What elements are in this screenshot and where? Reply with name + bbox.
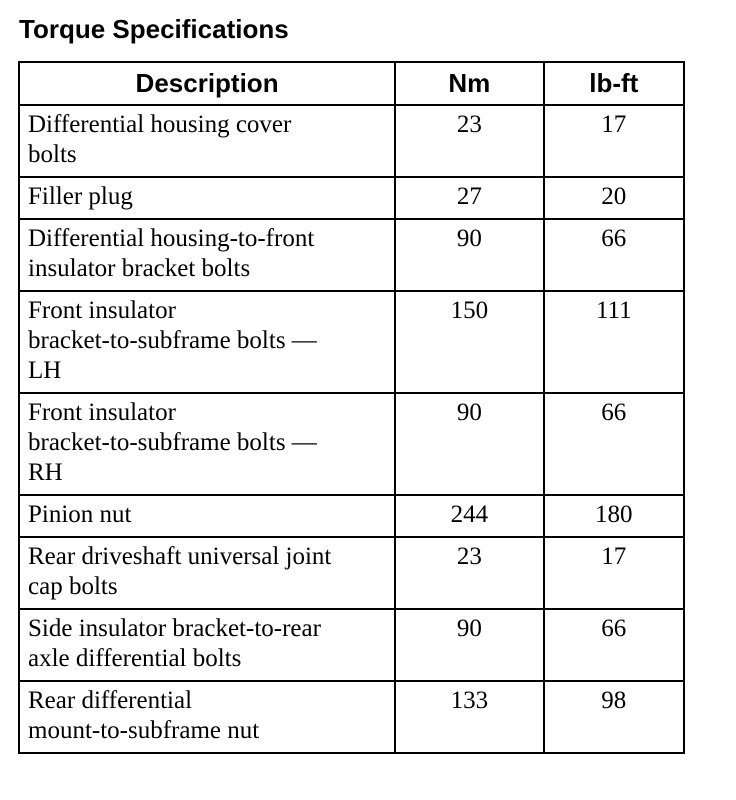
page-title: Torque Specifications xyxy=(19,14,289,44)
description-line: axle differential bolts xyxy=(28,645,242,672)
lbft-cell: 180 xyxy=(544,495,684,537)
lbft-cell: 20 xyxy=(544,177,684,219)
description-line: mount-to-subframe nut xyxy=(28,717,260,744)
description-line: Front insulator xyxy=(28,297,176,324)
description-cell xyxy=(19,495,395,537)
nm-cell: 23 xyxy=(395,537,543,609)
description-line: RH xyxy=(28,459,63,486)
description-cell xyxy=(19,609,395,681)
table-row xyxy=(19,681,684,753)
description-cell xyxy=(19,291,395,393)
description-line: Pinion nut xyxy=(28,501,132,528)
description-line: Rear driveshaft universal joint xyxy=(28,543,332,570)
nm-cell: 150 xyxy=(395,291,543,393)
description-cell xyxy=(19,681,395,753)
torque-spec-table xyxy=(18,61,685,754)
table-row xyxy=(19,291,684,393)
header-description: Description xyxy=(19,62,395,105)
lbft-cell: 66 xyxy=(544,609,684,681)
nm-cell: 133 xyxy=(395,681,543,753)
lbft-cell: 17 xyxy=(544,537,684,609)
description-cell xyxy=(19,537,395,609)
lbft-cell: 66 xyxy=(544,219,684,291)
description-cell xyxy=(19,177,395,219)
table-row xyxy=(19,495,684,537)
nm-cell: 27 xyxy=(395,177,543,219)
lbft-cell: 17 xyxy=(544,105,684,177)
lbft-cell: 111 xyxy=(544,291,684,393)
table-row xyxy=(19,393,684,495)
description-line: bolts xyxy=(28,141,77,168)
description-line: insulator bracket bolts xyxy=(28,255,251,282)
nm-cell: 90 xyxy=(395,219,543,291)
description-line: cap bolts xyxy=(28,573,118,600)
lbft-cell: 98 xyxy=(544,681,684,753)
table-row xyxy=(19,177,684,219)
nm-cell: 244 xyxy=(395,495,543,537)
description-line: Differential housing-to-front xyxy=(28,225,315,252)
description-line: bracket-to-subframe bolts — xyxy=(28,327,317,354)
description-line: Filler plug xyxy=(28,183,133,210)
lbft-cell: 66 xyxy=(544,393,684,495)
description-line: bracket-to-subframe bolts — xyxy=(28,429,317,456)
description-line: Rear differential xyxy=(28,687,193,714)
header-lbft: lb-ft xyxy=(544,62,684,105)
description-line: LH xyxy=(28,357,62,384)
nm-cell: 90 xyxy=(395,609,543,681)
nm-cell: 90 xyxy=(395,393,543,495)
table-row xyxy=(19,219,684,291)
table-header-row xyxy=(19,62,684,105)
table-row xyxy=(19,609,684,681)
description-cell xyxy=(19,219,395,291)
description-line: Differential housing cover xyxy=(28,111,292,138)
description-line: Front insulator xyxy=(28,399,176,426)
description-cell xyxy=(19,393,395,495)
header-nm: Nm xyxy=(395,62,543,105)
table-row xyxy=(19,537,684,609)
nm-cell: 23 xyxy=(395,105,543,177)
table-row xyxy=(19,105,684,177)
description-line: Side insulator bracket-to-rear xyxy=(28,615,321,642)
description-cell xyxy=(19,105,395,177)
